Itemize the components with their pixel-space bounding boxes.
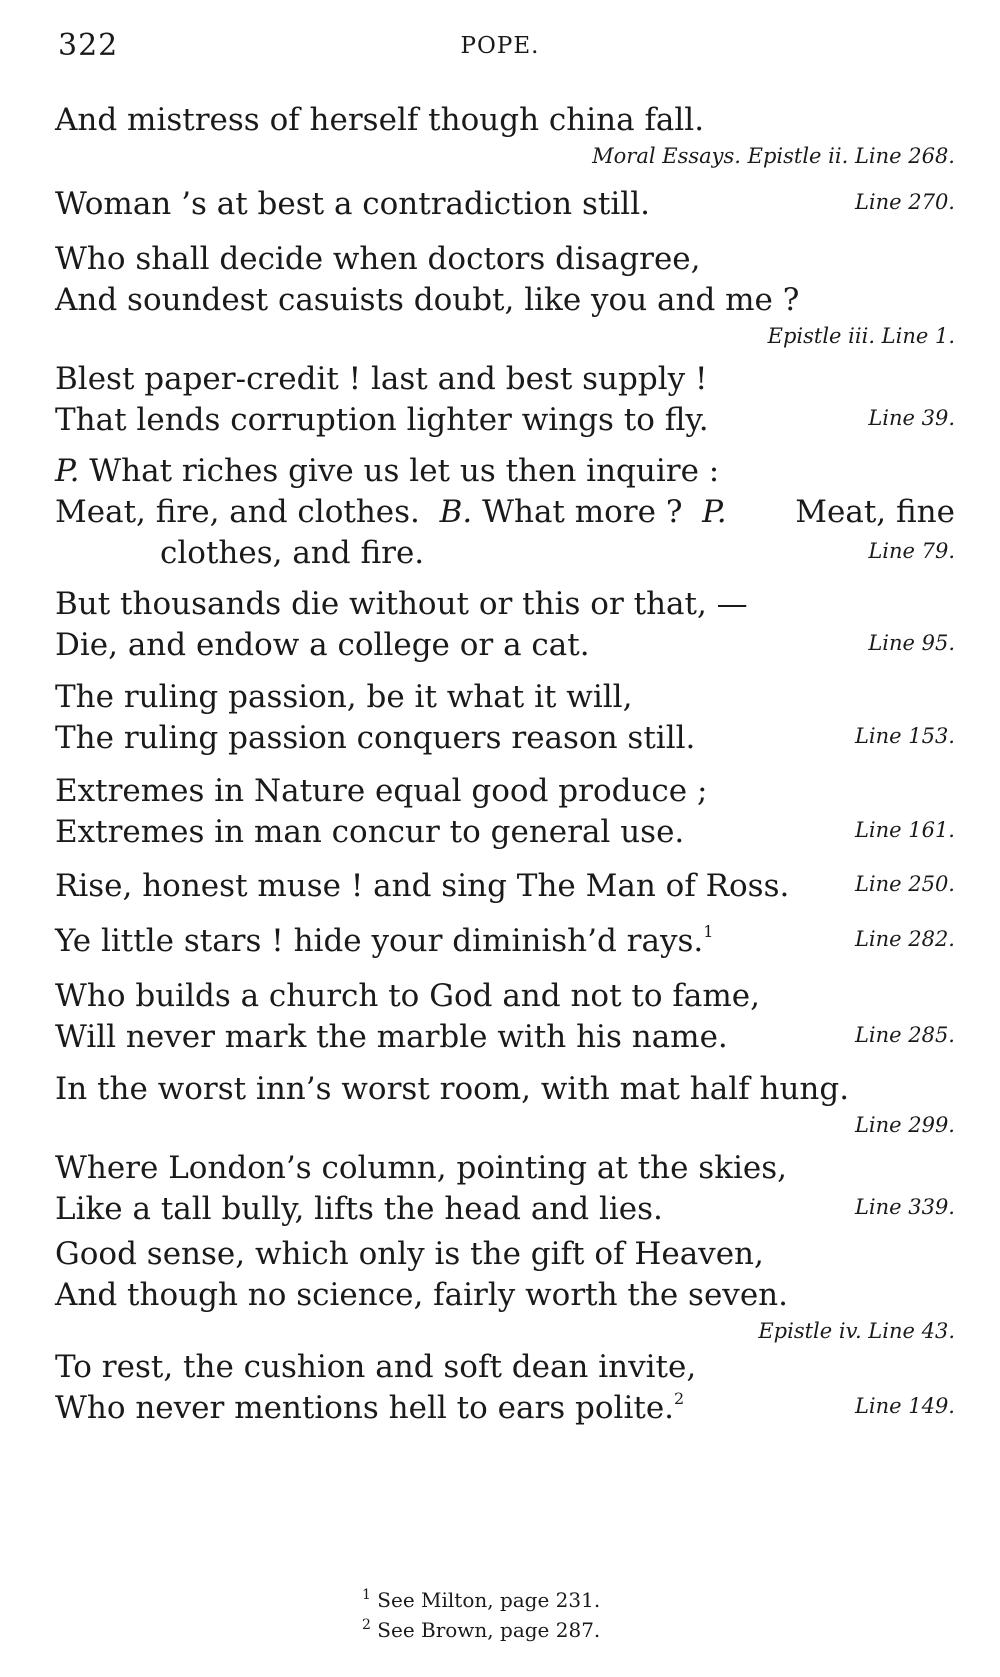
- footnotes: [0, 1585, 1000, 1645]
- verse-line: [55, 625, 955, 666]
- verse-line: [55, 812, 955, 853]
- verse-line: [55, 1017, 955, 1058]
- quote-block: [55, 1069, 955, 1140]
- citation: Line 270.: [854, 190, 955, 214]
- verse-text: Will never mark the marble with his name.: [55, 1019, 728, 1055]
- quote-block: [55, 921, 955, 962]
- quote-block: [55, 1148, 955, 1230]
- quote-block: [55, 677, 955, 759]
- verse-line: The ruling passion, be it what it will,: [55, 679, 633, 715]
- citation: Epistle iv. Line 43.: [758, 1319, 955, 1343]
- verse-text: Meat, fire, and clothes.: [55, 494, 420, 530]
- footnote-marker: 1: [703, 922, 714, 941]
- citation: Line 285.: [854, 1023, 955, 1047]
- footnote-text: See Milton, page 231.: [377, 1588, 601, 1612]
- verse-text: Die, and endow a college or a cat.: [55, 627, 590, 663]
- running-title: POPE.: [460, 33, 540, 59]
- verse-line: Good sense, which only is the gift of Heaven,: [55, 1236, 764, 1272]
- verse-line: Where London’s column, pointing at the skies,: [55, 1150, 788, 1186]
- verse-line: [55, 451, 955, 492]
- verse-text: That lends corruption lighter wings to fly.: [55, 402, 709, 438]
- page-number: 322: [58, 28, 119, 63]
- footnote-mark: 2: [362, 1617, 371, 1633]
- quote-block: [55, 184, 955, 225]
- verse-line: And mistress of herself though china fall.: [55, 102, 705, 138]
- footnote-marker: 2: [674, 1389, 685, 1408]
- verse-line: [55, 400, 955, 441]
- footnote: [362, 1615, 1000, 1645]
- quote-block: [55, 239, 955, 351]
- citation: Line 299.: [854, 1113, 955, 1137]
- verse-text: Extremes in man concur to general use.: [55, 814, 685, 850]
- speaker-label: B.: [439, 494, 473, 530]
- citation: Line 95.: [868, 631, 955, 655]
- footnote: [362, 1585, 1000, 1615]
- citation: Line 282.: [854, 927, 955, 951]
- citation: Line 161.: [854, 818, 955, 842]
- verse-line: And soundest casuists doubt, like you and me ?: [55, 282, 800, 318]
- verse-line: [55, 921, 955, 962]
- verse-text: Rise, honest muse ! and sing The Man of Ross.: [55, 868, 790, 904]
- speaker-label: P.: [55, 453, 80, 489]
- citation: Line 149.: [854, 1394, 955, 1418]
- verse-text: Woman ’s at best a contradiction still.: [55, 186, 650, 222]
- verse-line: [55, 866, 955, 907]
- verse-line: And though no science, fairly worth the seven.: [55, 1277, 788, 1313]
- footnote-text: See Brown, page 287.: [377, 1618, 601, 1642]
- citation: Line 250.: [854, 872, 955, 896]
- citation: Line 79.: [868, 539, 955, 563]
- verse-line: Blest paper-credit ! last and best supply !: [55, 361, 708, 397]
- quote-block: [55, 976, 955, 1058]
- verse-line: Extremes in Nature equal good produce ;: [55, 773, 708, 809]
- footnote-mark: 1: [362, 1587, 371, 1603]
- verse-line: In the worst inn’s worst room, with mat half hung.: [55, 1071, 850, 1107]
- verse-line: [55, 533, 955, 574]
- verse-line: Who builds a church to God and not to fame,: [55, 978, 760, 1014]
- verse-text: clothes, and fire.: [160, 535, 425, 571]
- citation: Line 39.: [868, 406, 955, 430]
- quote-block: [55, 1234, 955, 1346]
- verse-line: [55, 718, 955, 759]
- verse-text: Ye little stars ! hide your diminish’d rays.: [55, 923, 704, 959]
- quote-block: [55, 1347, 955, 1429]
- quote-block: [55, 584, 955, 666]
- citation: Epistle iii. Line 1.: [767, 324, 955, 348]
- quote-block: [55, 866, 955, 907]
- citation: Line 153.: [854, 724, 955, 748]
- verse-line: To rest, the cushion and soft dean invite,: [55, 1349, 697, 1385]
- verse-line: Who shall decide when doctors disagree,: [55, 241, 701, 277]
- verse-text: Meat, fine: [795, 494, 955, 530]
- citation: Moral Essays. Epistle ii. Line 268.: [592, 144, 955, 168]
- verse-text: The ruling passion conquers reason still.: [55, 720, 696, 756]
- speaker-label: P.: [702, 494, 727, 530]
- verse-text: Who never mentions hell to ears polite.: [55, 1390, 675, 1426]
- quote-block: [55, 771, 955, 853]
- verse-line: But thousands die without or this or that, —: [55, 586, 748, 622]
- verse-line: [55, 184, 955, 225]
- verse-text: What more ?: [482, 494, 683, 530]
- verse-text: Like a tall bully, lifts the head and lies.: [55, 1191, 663, 1227]
- verse-line: [55, 1388, 955, 1429]
- quote-block: [55, 100, 955, 171]
- quote-block: [55, 451, 955, 574]
- quote-block: [55, 359, 955, 441]
- verse-text: What riches give us let us then inquire :: [89, 453, 720, 489]
- verse-line: [55, 1189, 955, 1230]
- verse-line: [55, 492, 955, 533]
- citation: Line 339.: [854, 1195, 955, 1219]
